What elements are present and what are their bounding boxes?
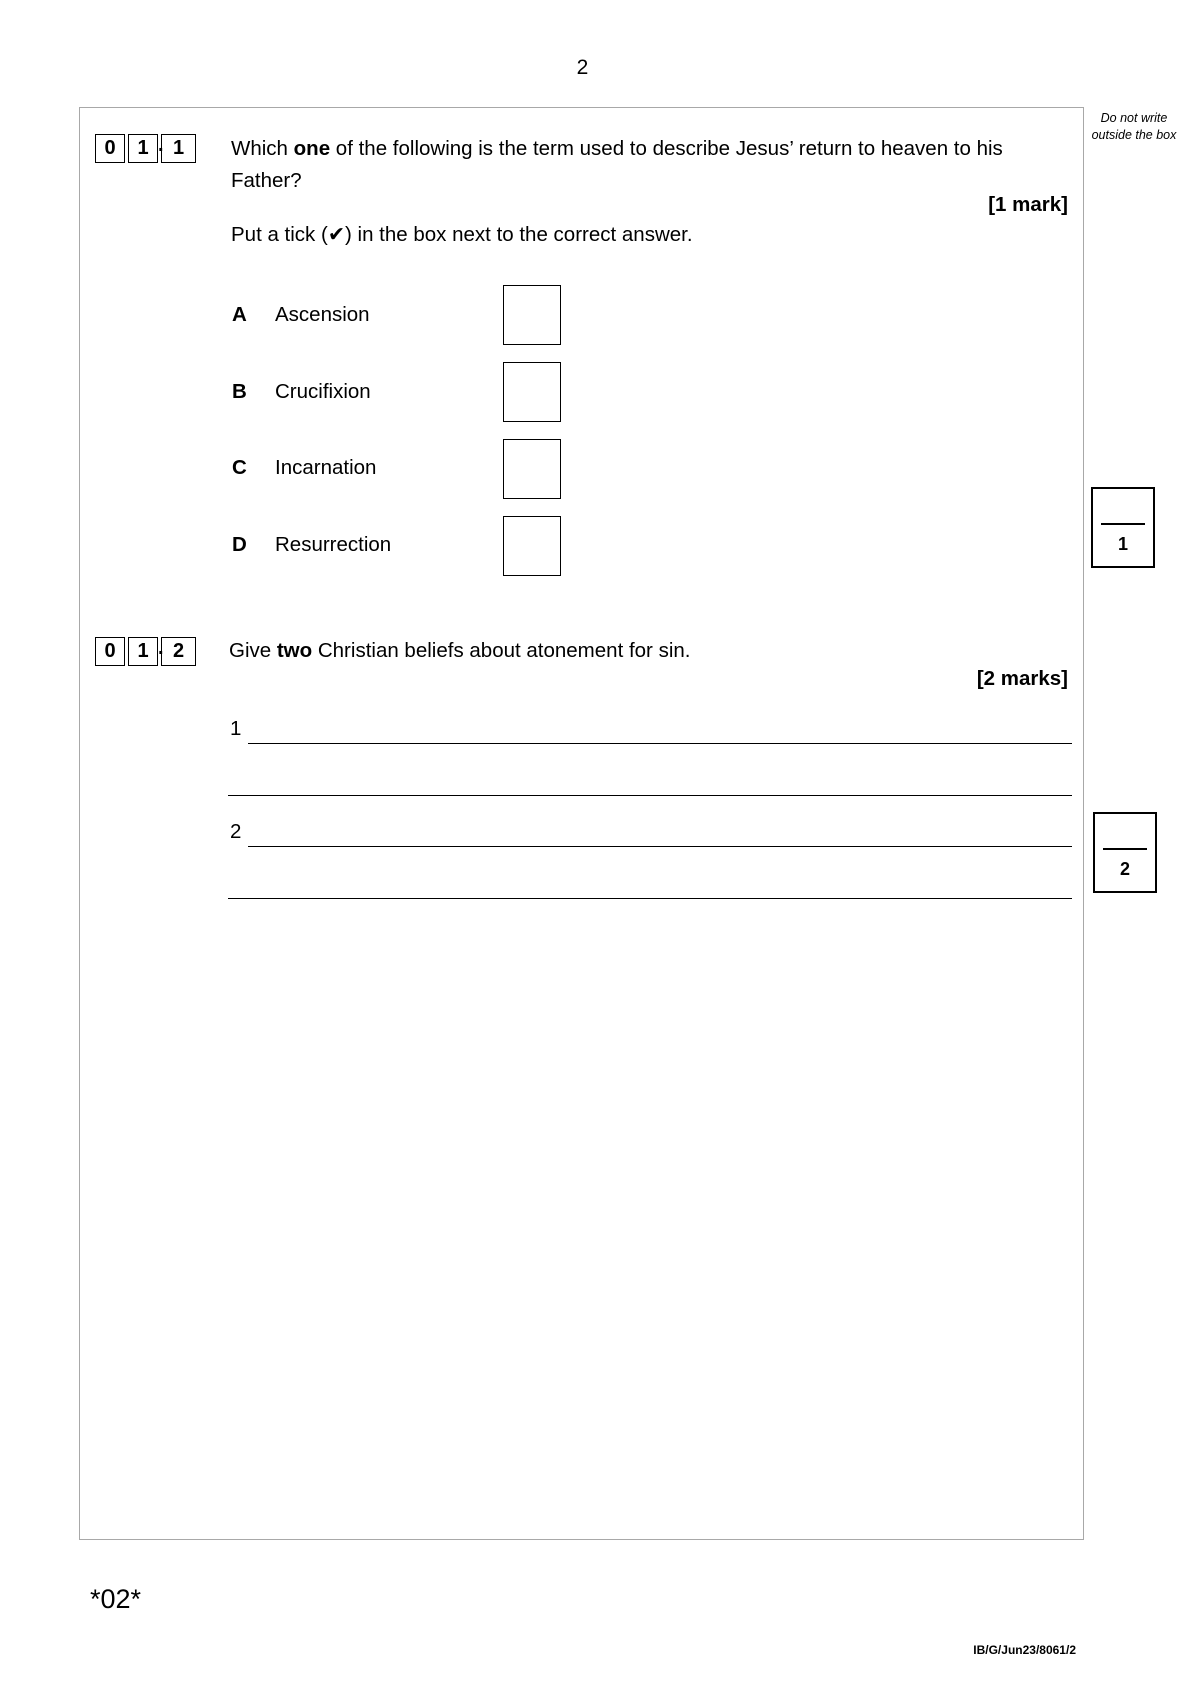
option-c-letter: C <box>232 456 247 479</box>
page-number: 2 <box>576 56 589 79</box>
option-c-tickbox[interactable] <box>503 439 561 499</box>
question-01-2-text: Give two Christian beliefs about atonement for sin. <box>229 639 691 662</box>
mark-box-total: 2 <box>1119 859 1130 879</box>
question-01-2-marks: [2 marks] <box>976 667 1068 690</box>
question-emphasis: two <box>276 639 313 662</box>
option-a-label: Ascension <box>275 303 370 326</box>
page-barcode-text: *02* <box>90 1584 142 1614</box>
question-number-dot: . <box>158 637 164 659</box>
question-number-dot: . <box>158 134 164 156</box>
mark-box-divider <box>1103 848 1147 850</box>
option-b-letter: B <box>232 380 247 403</box>
question-digit: 1 <box>128 637 158 666</box>
paper-reference: IB/G/Jun23/8061/2 <box>973 1643 1076 1657</box>
option-a-letter: A <box>232 303 247 326</box>
answer-1-label: 1 <box>230 717 242 740</box>
option-d-tickbox[interactable] <box>503 516 561 576</box>
question-01-1-text: Which one of the following is the term used to describe Jesus’ return to heaven to his Father? <box>231 137 1003 192</box>
question-number-01-1 <box>95 134 199 163</box>
answer-1-line[interactable] <box>248 743 1072 744</box>
option-d-letter: D <box>232 533 247 556</box>
option-a-tickbox[interactable] <box>503 285 561 345</box>
question-digit: 1 <box>161 134 196 163</box>
option-d-label: Resurrection <box>275 533 392 556</box>
question-digit: 1 <box>128 134 158 163</box>
option-b-tickbox[interactable] <box>503 362 561 422</box>
answer-2-line-continued[interactable] <box>228 898 1072 899</box>
answer-2-label: 2 <box>230 820 242 843</box>
option-b-label: Crucifixion <box>275 380 371 403</box>
mark-box-total: 1 <box>1117 534 1128 554</box>
question-digit: 0 <box>95 134 125 163</box>
mark-box-q2 <box>1093 812 1157 893</box>
mark-box-q1 <box>1091 487 1155 568</box>
mark-box-divider <box>1101 523 1145 525</box>
question-emphasis: one <box>293 137 331 160</box>
tick-instruction: Put a tick (✔) in the box next to the correct answer. <box>231 223 693 246</box>
question-number-01-2 <box>95 637 199 666</box>
answer-2-line[interactable] <box>248 846 1072 847</box>
question-digit: 0 <box>95 637 125 666</box>
question-01-1-marks: [1 mark] <box>988 193 1068 216</box>
margin-note: Do not write outside the box <box>1091 111 1177 142</box>
question-digit: 2 <box>161 637 196 666</box>
option-c-label: Incarnation <box>275 456 377 479</box>
answer-1-line-continued[interactable] <box>228 795 1072 796</box>
